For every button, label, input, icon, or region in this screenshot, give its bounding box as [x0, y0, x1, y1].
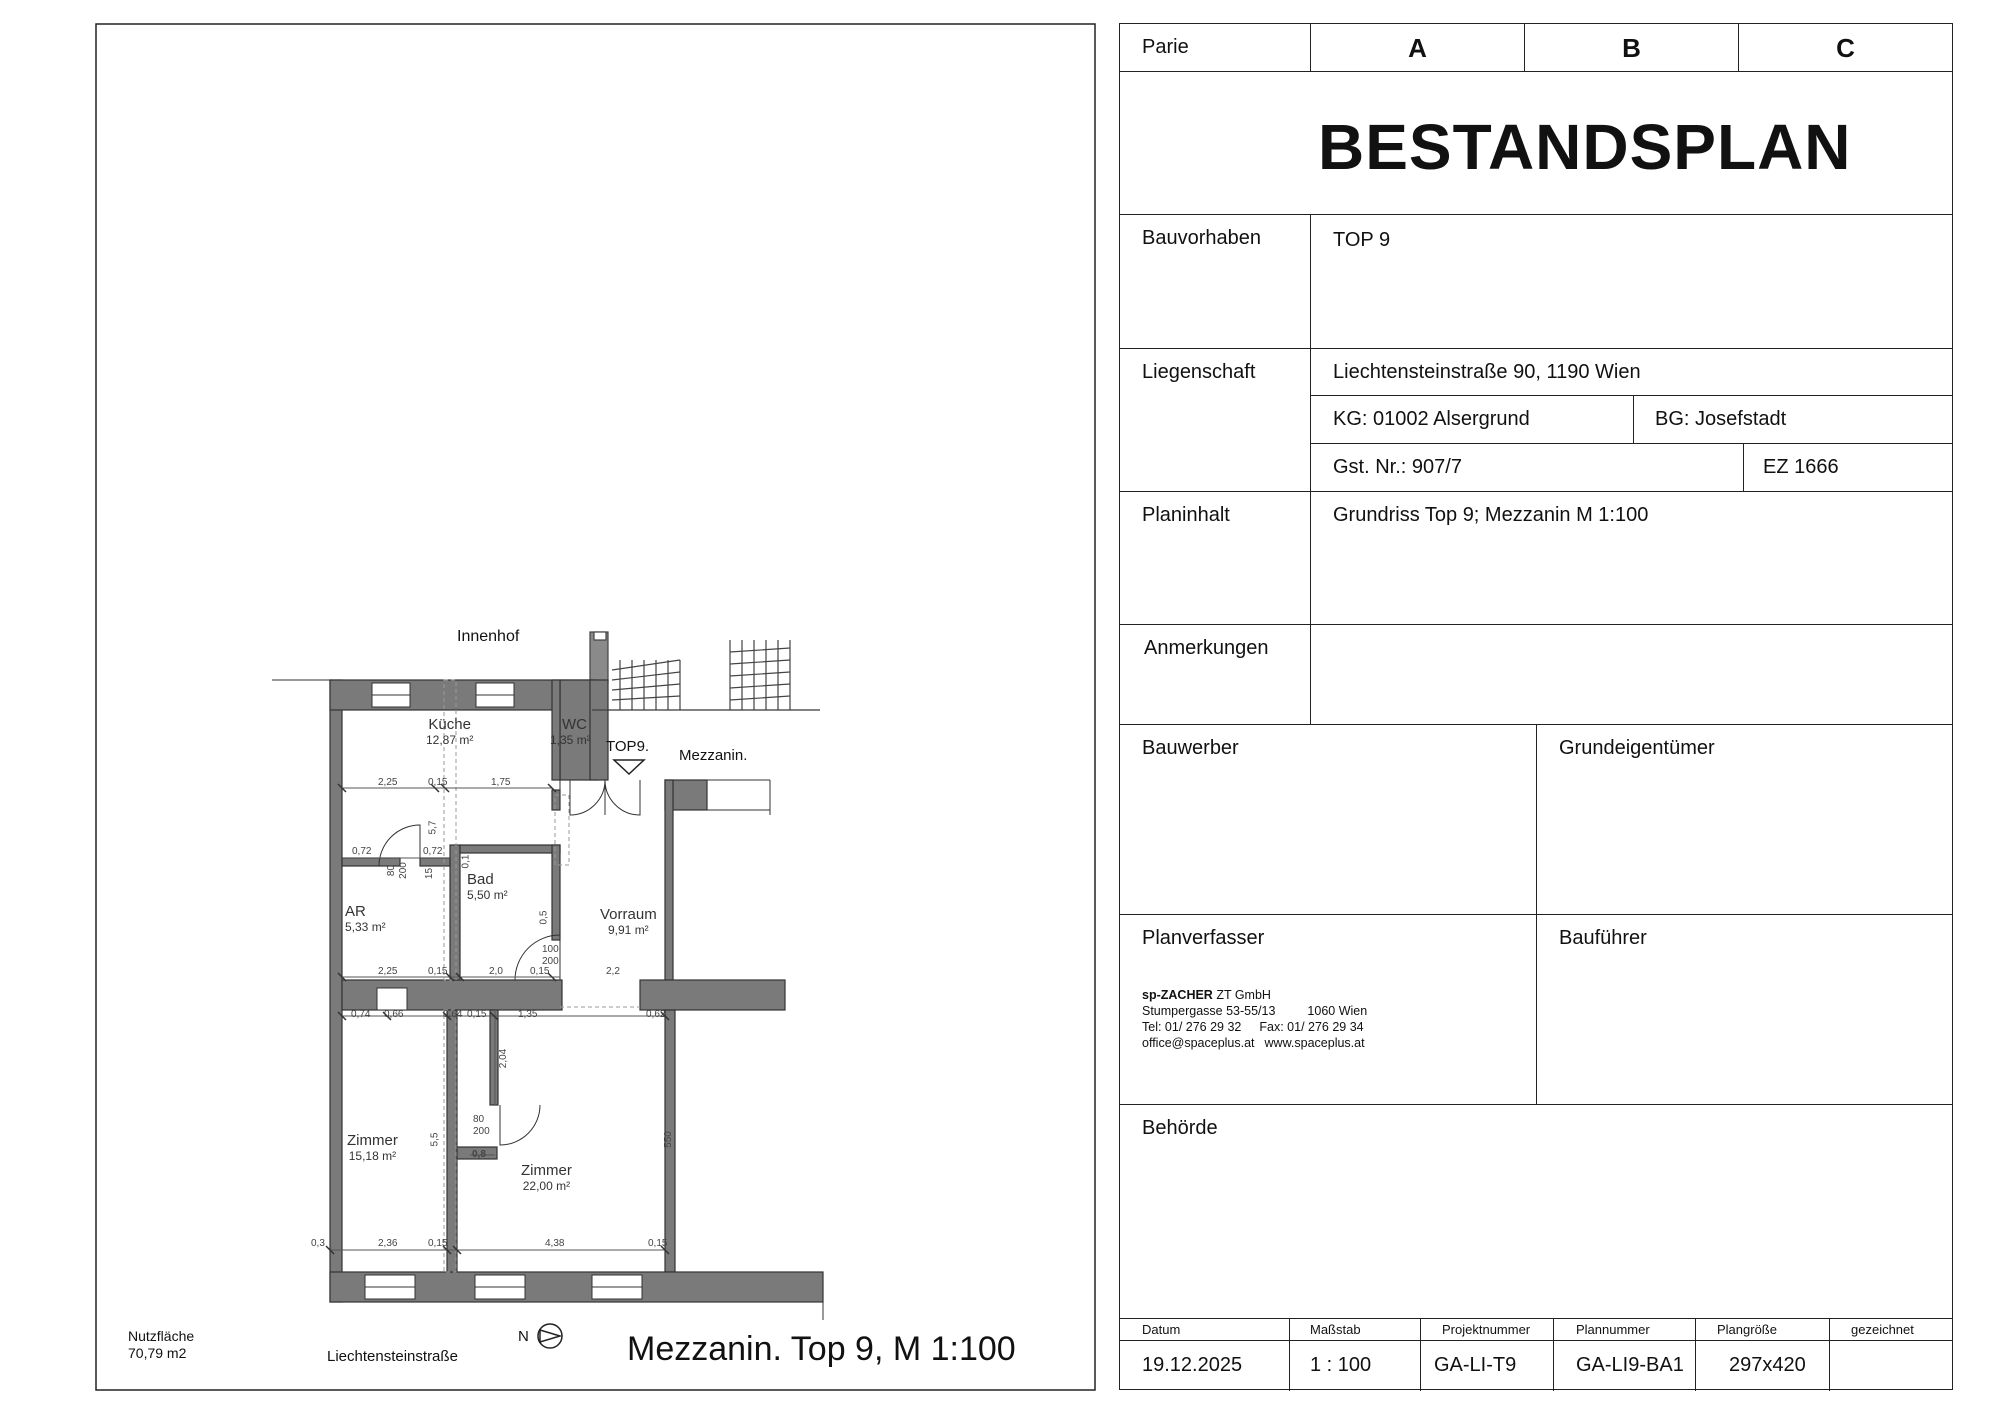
dim-label: 2,25: [378, 966, 398, 977]
dim-label: 2,36: [378, 1238, 398, 1249]
dim-label: 0,15: [428, 966, 448, 977]
dim-label: 0,62: [646, 1009, 666, 1020]
level-label: Mezzanin.: [679, 747, 748, 764]
parie-col-a: A: [1310, 24, 1524, 71]
planinhalt-row: Planinhalt Grundriss Top 9; Mezzanin M 1:100: [1120, 492, 1952, 625]
dimension-ticks: [326, 784, 669, 1254]
parie-label: Parie: [1142, 36, 1189, 58]
address-value: Liechtensteinstraße 90, 1190 Wien: [1333, 361, 1641, 383]
room-label-room-2: Zimmer 22,00 m²: [521, 1162, 572, 1193]
title-block: [1119, 23, 1953, 1390]
footer-value-plan-no: GA-LI9-BA1: [1576, 1354, 1684, 1376]
footer-row: [1120, 1319, 1952, 1391]
street-label: Liechtensteinstraße: [327, 1348, 458, 1365]
parie-col-b: B: [1524, 24, 1738, 71]
firm-email: office@spaceplus.at: [1142, 1036, 1255, 1050]
room-label-storage: AR 5,33 m²: [345, 903, 386, 934]
north-arrow-icon: [538, 1324, 562, 1348]
anmerkungen-row: Anmerkungen: [1120, 625, 1952, 725]
dim-label: 0,15: [428, 777, 448, 788]
plan-type-title: BESTANDSPLAN: [1318, 111, 1852, 183]
behoerde-row: Behörde: [1120, 1105, 1952, 1319]
dim-label: 0,15: [428, 1238, 448, 1249]
unit-tag: TOP9.: [606, 738, 650, 755]
stair-lines: [590, 632, 820, 710]
dim-label: 0,66: [384, 1009, 404, 1020]
footer-head-plan-no: Plannummer: [1576, 1322, 1650, 1337]
ez-value: EZ 1666: [1763, 456, 1839, 478]
title-row: [1120, 72, 1952, 215]
dim-label: 2,25: [378, 777, 398, 788]
dim-label: 0,72: [423, 846, 443, 857]
bauwerber-row: Bauwerber Grundeigentümer: [1120, 725, 1952, 915]
dim-label: 0,8: [472, 1149, 486, 1160]
firm-website: www.spaceplus.at: [1264, 1036, 1365, 1050]
entrance-marker-icon: [614, 760, 644, 774]
planinhalt-value: Grundriss Top 9; Mezzanin M 1:100: [1333, 504, 1649, 526]
dim-label: 80: [386, 864, 398, 877]
parie-row: [1120, 24, 1952, 72]
footer-value-date: 19.12.2025: [1142, 1354, 1243, 1376]
room-label-wc: WC 1,35 m²: [550, 716, 591, 747]
dim-label: 0,15: [530, 966, 550, 977]
dim-label: 200: [473, 1126, 490, 1137]
dim-label: 0,64: [443, 1009, 463, 1020]
dim-label: 0,3: [311, 1238, 325, 1249]
parie-col-c: C: [1738, 24, 1952, 71]
dim-label: 2,04: [498, 1048, 510, 1069]
dim-label: 200: [397, 862, 409, 879]
dim-label: 80: [473, 1114, 485, 1125]
dim-label: 2,2: [606, 966, 620, 977]
room-label-hall: Vorraum 9,91 m²: [600, 906, 657, 937]
dim-label: 100: [542, 944, 559, 955]
planverfasser-row: Planverfasser sp-ZACHER ZT GmbH Stumpergasse 53-55/13 1060 Wien Tel: 01/ 276 29 32 Fax: 01/ 276 29 34 office@spaceplus.at www.spaceplus.at Bauführer: [1120, 915, 1952, 1105]
footer-head-drawn: gezeichnet: [1851, 1322, 1914, 1337]
dim-label: 1,75: [491, 777, 511, 788]
dim-label: 0,1: [460, 854, 472, 869]
dim-label: 0,74: [351, 1009, 371, 1020]
firm-info: sp-ZACHER ZT GmbH Stumpergasse 53-55/13 1060 Wien Tel: 01/ 276 29 32 Fax: 01/ 276 29 34 office@spaceplus.at www.spaceplus.at: [1142, 988, 1368, 1050]
footer-value-scale: 1 : 100: [1310, 1354, 1372, 1376]
room-label-room-1: Zimmer 15,18 m²: [347, 1132, 398, 1163]
dim-label: 4,38: [545, 1238, 565, 1249]
footer-head-project: Projektnummer: [1442, 1322, 1531, 1337]
dim-label: 550: [662, 1131, 674, 1148]
liegenschaft-row: Liegenschaft Liechtensteinstraße 90, 1190 Wien KG: 01002 Alsergrund BG: Josefstadt Gst. Nr.: 907/7 EZ 1666: [1120, 349, 1952, 492]
bauvorhaben-row: Bauvorhaben TOP 9: [1120, 215, 1952, 349]
room-label-bath: Bad 5,50 m²: [467, 871, 508, 902]
dim-label: 0,5: [538, 910, 550, 925]
kg-value: KG: 01002 Alsergrund: [1333, 408, 1530, 430]
room-label-kitchen: Küche 12,87 m²: [426, 716, 474, 747]
footer-value-size: 297x420: [1729, 1354, 1806, 1376]
door-swings: [379, 780, 640, 1145]
dim-label: 5,7: [427, 820, 439, 835]
north-label: N: [518, 1328, 529, 1345]
courtyard-label: Innenhof: [457, 628, 520, 645]
bauvorhaben-value: TOP 9: [1333, 229, 1391, 251]
dim-label: 2,0: [489, 966, 503, 977]
usable-area: Nutzfläche 70,79 m2: [128, 1328, 195, 1361]
footer-value-project: GA-LI-T9: [1434, 1354, 1517, 1376]
dim-label: 0,15: [648, 1238, 668, 1249]
dim-label: 5,5: [429, 1132, 441, 1147]
bg-value: BG: Josefstadt: [1655, 408, 1787, 430]
gst-value: Gst. Nr.: 907/7: [1333, 456, 1462, 478]
footer-head-date: Datum: [1142, 1322, 1181, 1337]
dim-label: 0,15: [467, 1009, 487, 1020]
footer-head-scale: Maßstab: [1310, 1322, 1361, 1337]
dim-label: 200: [542, 956, 559, 967]
footer-head-size: Plangröße: [1717, 1322, 1777, 1337]
dim-label: 0,72: [352, 846, 372, 857]
dim-label: 15: [424, 867, 436, 880]
dim-label: 1,35: [518, 1009, 538, 1020]
plan-title: Mezzanin. Top 9, M 1:100: [627, 1330, 1016, 1368]
